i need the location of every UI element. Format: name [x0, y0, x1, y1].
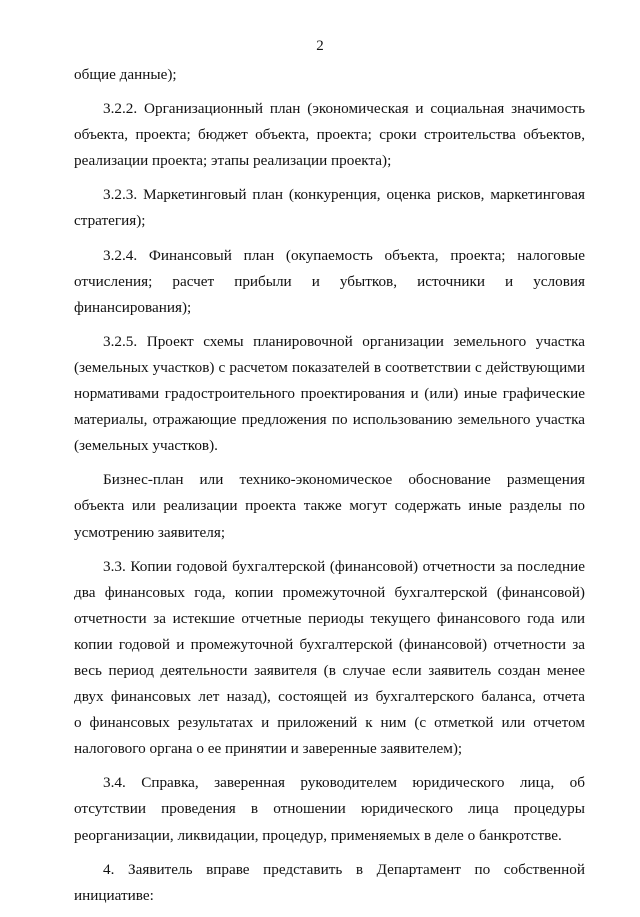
- text-line: отсутствии проведения в отношении юридического лица процедуры: [74, 800, 585, 818]
- text-line: (земельных участков) с расчетом показателей в соответствии с действующими: [74, 358, 585, 376]
- text-line: 3.2.4. Финансовый план (окупаемость объекта, проекта; налоговые: [103, 246, 585, 264]
- text-line: реализации проекта; этапы реализации проекта);: [74, 152, 392, 170]
- text-line: реорганизации, ликвидации, процедур, применяемых в деле о банкротстве.: [74, 826, 562, 844]
- text-line: 3.4. Справка, заверенная руководителем юридического лица, об: [103, 774, 585, 792]
- text-line: отчетности за истекшие отчетные периоды текущего финансового года или: [74, 609, 585, 627]
- text-line: Бизнес-план или технико-экономическое обоснование размещения: [103, 471, 585, 489]
- text-line: два финансовых года, копии промежуточной бухгалтерской (финансовой): [74, 583, 585, 601]
- text-line: копии годовой и промежуточной бухгалтерской (финансовой) отчетности за: [74, 635, 585, 653]
- text-line: материалы, отражающие предложения по использованию земельного участка: [74, 411, 585, 429]
- page-number: 2: [316, 38, 324, 54]
- text-line: весь период деятельности заявителя (в случае если заявитель создан менее: [74, 661, 585, 679]
- text-line: налогового органа о ее принятии и заверенные заявителем);: [74, 740, 463, 758]
- text-line: стратегия);: [74, 212, 146, 230]
- text-line: объекта, проекта; бюджет объекта, проекта; сроки строительства объектов,: [74, 126, 585, 144]
- paragraph-p4: [74, 857, 585, 909]
- paragraph-p33: [74, 554, 585, 763]
- text-line: 4. Заявитель вправе представить в Департамент по собственной: [103, 860, 585, 878]
- paragraph-p323: [74, 182, 585, 234]
- document-body: [74, 62, 585, 917]
- text-line: 3.2.5. Проект схемы планировочной организации земельного участка: [103, 332, 585, 350]
- paragraph-cont: [74, 62, 585, 88]
- paragraph-p324: [74, 243, 585, 321]
- text-line: нормативами градостроительного проектирования и (или) иные графические: [74, 385, 585, 403]
- text-line: общие данные);: [74, 66, 177, 83]
- text-line: (земельных участков).: [74, 437, 218, 455]
- paragraph-p322: [74, 96, 585, 174]
- text-line: отчисления; расчет прибыли и убытков, источники и условия: [74, 272, 585, 290]
- text-line: 3.2.3. Маркетинговый план (конкуренция, оценка рисков, маркетинговая: [103, 186, 585, 204]
- text-line: двух финансовых лет назад), состоящей из бухгалтерского баланса, отчета: [74, 688, 585, 706]
- text-line: инициативе:: [74, 886, 154, 904]
- text-line: финансирования);: [74, 298, 192, 316]
- text-line: 3.3. Копии годовой бухгалтерской (финансовой) отчетности за последние: [103, 557, 585, 575]
- text-line: усмотрению заявителя;: [74, 523, 226, 541]
- text-line: о финансовых результатах и приложений к ним (с отметкой или отчетом: [74, 714, 585, 732]
- text-line: 3.2.2. Организационный план (экономическая и социальная значимость: [103, 100, 585, 118]
- paragraph-pbiz: [74, 467, 585, 545]
- paragraph-p325: [74, 329, 585, 459]
- text-line: объекта или реализации проекта также могут содержать иные разделы по: [74, 497, 585, 515]
- paragraph-p34: [74, 770, 585, 848]
